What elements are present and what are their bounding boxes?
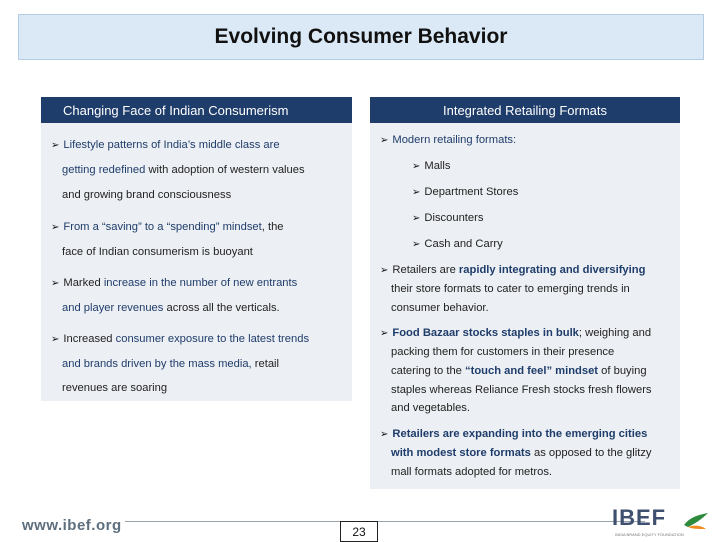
right-line-4: ➢ Discounters [412,212,484,224]
right-line-6: ➢ Retailers are rapidly integrating and diversifying [380,264,646,276]
arrow-bullet-icon: ➢ [51,278,60,289]
left-panel [41,97,352,401]
site-url[interactable]: www.ibef.org [22,517,122,534]
left-line-5: face of Indian consumerism is buoyant [62,246,253,258]
ibef-logo-subtitle: INDIA BRAND EQUITY FOUNDATION [615,532,684,537]
right-line-8: consumer behavior. [391,302,489,314]
right-line-3: ➢ Department Stores [412,186,519,198]
right-line-11: catering to the “touch and feel” mindset of buying [391,365,647,377]
right-line-10: packing them for customers in their presence [391,346,615,358]
left-line-1: ➢ Lifestyle patterns of India’s middle class are [51,139,280,151]
arrow-bullet-icon: ➢ [51,222,60,233]
left-line-8: ➢ Increased consumer exposure to the latest trends [51,333,310,345]
left-line-9: and brands driven by the mass media, retail [62,358,280,370]
footer-divider [125,521,645,522]
ibef-logo-text: IBEF [612,505,667,530]
right-line-5: ➢ Cash and Carry [412,238,503,250]
right-line-16: mall formats adopted for metros. [391,466,553,478]
page-number: 23 [340,521,378,542]
left-line-3: and growing brand consciousness [62,189,232,201]
arrow-bullet-icon: ➢ [51,140,60,151]
page-title: Evolving Consumer Behavior [214,25,508,48]
right-line-14: ➢ Retailers are expanding into the emerging cities [380,428,648,440]
left-line-7: and player revenues across all the verticals. [62,302,280,314]
right-line-9: ➢ Food Bazaar stocks staples in bulk; weighing and [380,327,652,339]
left-panel-header: Changing Face of Indian Consumerism [41,97,352,123]
arrow-bullet-icon: ➢ [412,161,421,172]
arrow-bullet-icon: ➢ [380,328,389,339]
right-line-7: their store formats to cater to emerging trends in [391,283,630,295]
ibef-logo [612,505,684,537]
right-line-12: staples whereas Reliance Fresh stocks fresh flowers [391,384,652,396]
right-line-13: and vegetables. [391,402,470,414]
right-panel-header: Integrated Retailing Formats [370,97,680,123]
left-line-10: revenues are soaring [62,382,168,394]
arrow-bullet-icon: ➢ [380,135,389,146]
arrow-bullet-icon: ➢ [412,187,421,198]
title-bar [18,14,704,60]
right-line-2: ➢ Malls [412,160,451,172]
right-panel [370,97,680,489]
arrow-bullet-icon: ➢ [380,429,389,440]
left-line-4: ➢ From a “saving” to a “spending” mindset, the [51,221,284,233]
arrow-bullet-icon: ➢ [51,334,60,345]
arrow-bullet-icon: ➢ [412,239,421,250]
bird-icon [682,511,710,533]
left-line-2: getting redefined with adoption of western values [62,164,305,176]
left-line-6: ➢ Marked increase in the number of new entrants [51,277,298,289]
right-line-1: ➢ Modern retailing formats: [380,134,517,146]
arrow-bullet-icon: ➢ [412,213,421,224]
right-line-15: with modest store formats as opposed to the glitzy [391,447,652,459]
arrow-bullet-icon: ➢ [380,265,389,276]
